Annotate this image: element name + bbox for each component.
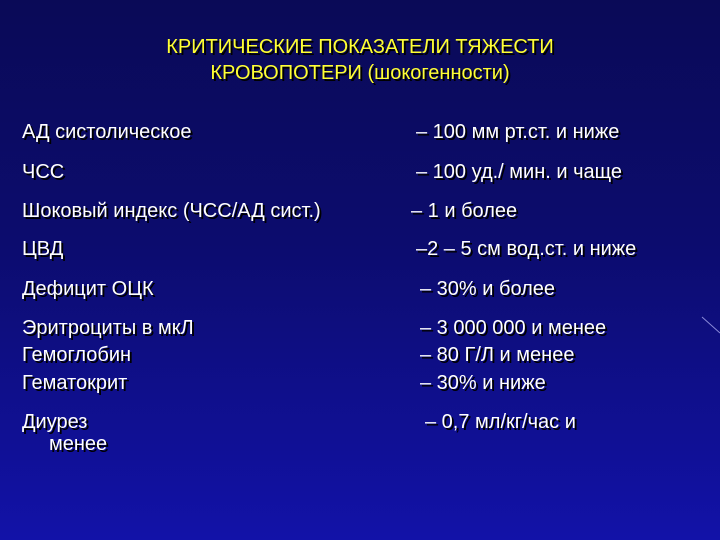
title-line-2: КРОВОПОТЕРИ (шокогенности) [210,62,510,84]
row-label: Диурез [22,411,88,433]
row-erythrocytes [22,315,700,341]
title-line-1: КРИТИЧЕСКИЕ ПОКАЗАТЕЛИ ТЯЖЕСТИ [166,36,554,58]
row-label: ЦВД [22,238,64,260]
row-value: – 30% и более [420,278,556,300]
row-label: Эритроциты в мкЛ [22,317,194,339]
row-diuresis [22,409,700,455]
row-value: –2 – 5 см вод.ст. и ниже [416,238,637,260]
row-value: – 30% и ниже [420,372,546,394]
row-cvp [22,236,700,262]
row-value: – 0,7 мл/кг/час и [425,411,576,433]
row-label: ЧСС [22,161,65,183]
row-hemoglobin [22,342,700,368]
row-value-continuation: менее [49,433,108,455]
row-value: – 3 000 000 и менее [420,317,607,339]
slide-title [0,34,720,86]
decorative-diagonal-line [700,316,720,334]
row-label: Дефицит ОЦК [22,278,154,300]
row-heart-rate [22,159,700,185]
row-label: АД систолическое [22,121,192,143]
row-label: Шоковый индекс (ЧСС/АД сист.) [22,200,321,222]
row-bcv-deficit [22,276,700,302]
row-value: – 1 и более [411,200,518,222]
row-value: – 100 уд./ мин. и чаще [416,161,622,183]
row-value: – 80 Г/Л и менее [420,344,575,366]
row-hematocrit [22,370,700,396]
row-systolic-bp [22,119,700,145]
row-label: Гемоглобин [22,344,132,366]
row-label: Гематокрит [22,372,128,394]
row-value: – 100 мм рт.ст. и ниже [416,121,620,143]
row-shock-index [22,198,700,224]
